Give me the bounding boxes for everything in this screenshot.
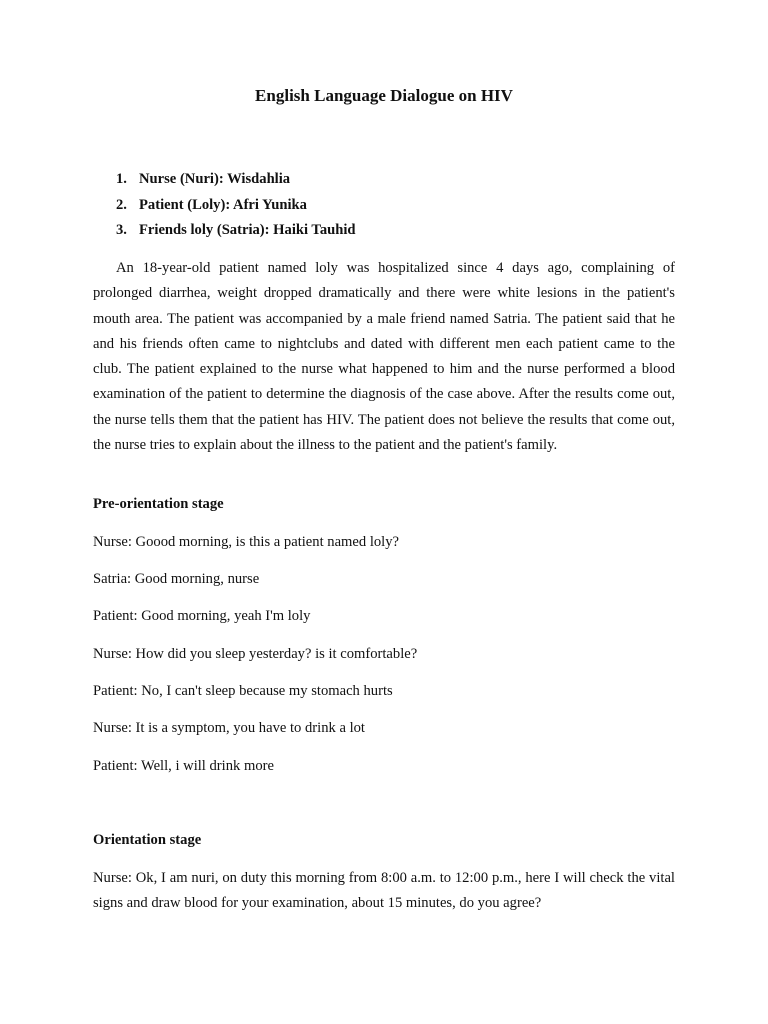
pre-orientation-heading: Pre-orientation stage	[93, 496, 224, 512]
dialogue-line: Satria: Good morning, nurse	[93, 571, 260, 587]
dialogue-line: Patient: Well, i will drink more	[93, 758, 274, 774]
cast-item-number: 3.	[116, 222, 127, 238]
intro-paragraph: An 18-year-old patient named loly was hospitalized since 4 days ago, complaining of prolonged diarrhea, weight dropped dramatically and there were white lesions in the patient's mouth area. The patient was accompanied by a male friend named Satria. The patient said that he and his friends often came to nightclubs and dated with different men each patient came to the club. The patient explained to the nurse what happened to him and the nurse performed a blood examination of the patient to determine the diagnosis of the case above. After the results come out, the nurse tells them that the patient has HIV. The patient does not believe the results that come out, the nurse tries to explain about the illness to the patient and the patient's family.	[93, 260, 675, 454]
cast-item-text: Friends loly (Satria): Haiki Tauhid	[139, 222, 356, 238]
cast-item	[116, 170, 356, 196]
dialogue-line: Patient: No, I can't sleep because my stomach hurts	[93, 683, 393, 699]
orientation-heading: Orientation stage	[93, 832, 202, 848]
cast-item-number: 1.	[116, 171, 127, 187]
cast-item-text: Nurse (Nuri): Wisdahlia	[139, 171, 291, 187]
cast-list	[116, 170, 356, 247]
cast-item	[116, 196, 356, 222]
cast-item-number: 2.	[116, 196, 127, 213]
dialogue-line: Nurse: Goood morning, is this a patient named loly?	[93, 534, 400, 550]
document-title: English Language Dialogue on HIV	[255, 86, 513, 105]
orientation-paragraph: Nurse: Ok, I am nuri, on duty this morning from 8:00 a.m. to 12:00 p.m., here I will check the vital signs and draw blood for your examination, about 15 minutes, do you agree?	[93, 870, 675, 912]
cast-item	[116, 221, 356, 247]
cast-item-text: Patient (Loly): Afri Yunika	[139, 196, 307, 213]
dialogue-line: Patient: Good morning, yeah I'm loly	[93, 608, 311, 624]
dialogue-line: Nurse: How did you sleep yesterday? is it comfortable?	[93, 646, 418, 662]
dialogue-line: Nurse: It is a symptom, you have to drink a lot	[93, 720, 365, 736]
